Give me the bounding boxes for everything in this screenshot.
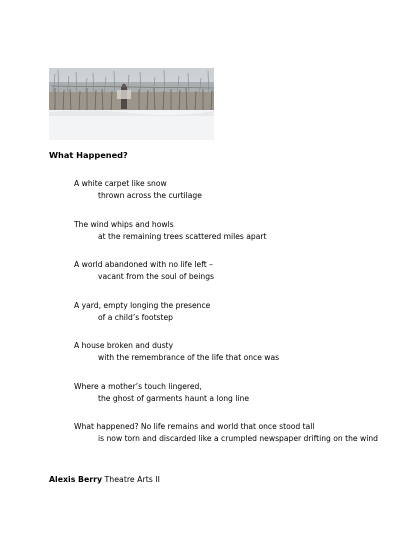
poem-line-indented: with the remembrance of the life that once was xyxy=(98,353,280,362)
author-credit xyxy=(49,475,160,484)
poem-stanza xyxy=(74,259,404,283)
poem-line-indented: thrown across the curtilage xyxy=(98,191,202,200)
poem-line-indented: is now torn and discarded like a crumpled newspaper drifting on the wind xyxy=(98,434,378,443)
poem-body xyxy=(74,178,404,462)
course-name: Theatre Arts II xyxy=(102,475,160,484)
poem-line: Where a mother’s touch lingered, xyxy=(74,381,202,391)
poem-line: The wind whips and howls xyxy=(74,219,174,229)
poem-line-indented: at the remaining trees scattered miles apart xyxy=(98,231,267,241)
poem-stanza xyxy=(74,300,404,324)
poem-stanza xyxy=(74,381,404,405)
poem-line: A yard, empty longing the presence xyxy=(74,300,211,310)
poem-line: What happened? No life remains and world that once stood tall xyxy=(74,422,315,431)
author-name: Alexis Berry xyxy=(49,475,103,484)
poem-line: A world abandoned with no life left – xyxy=(74,260,213,269)
poem-line-indented: vacant from the soul of beings xyxy=(98,272,215,281)
poem-stanza xyxy=(74,340,404,364)
poem-line-indented: of a child’s footstep xyxy=(98,312,173,322)
poem-title: What Happened? xyxy=(49,150,128,160)
poem-line: A white carpet like snow xyxy=(74,179,167,188)
poem-line: A house broken and dusty xyxy=(74,341,174,350)
poem-stanza xyxy=(74,421,404,445)
poem-stanza xyxy=(74,219,404,243)
snowy-field-photo xyxy=(49,68,214,140)
poem-line-indented: the ghost of garments haunt a long line xyxy=(98,393,249,403)
poem-stanza xyxy=(74,178,404,202)
